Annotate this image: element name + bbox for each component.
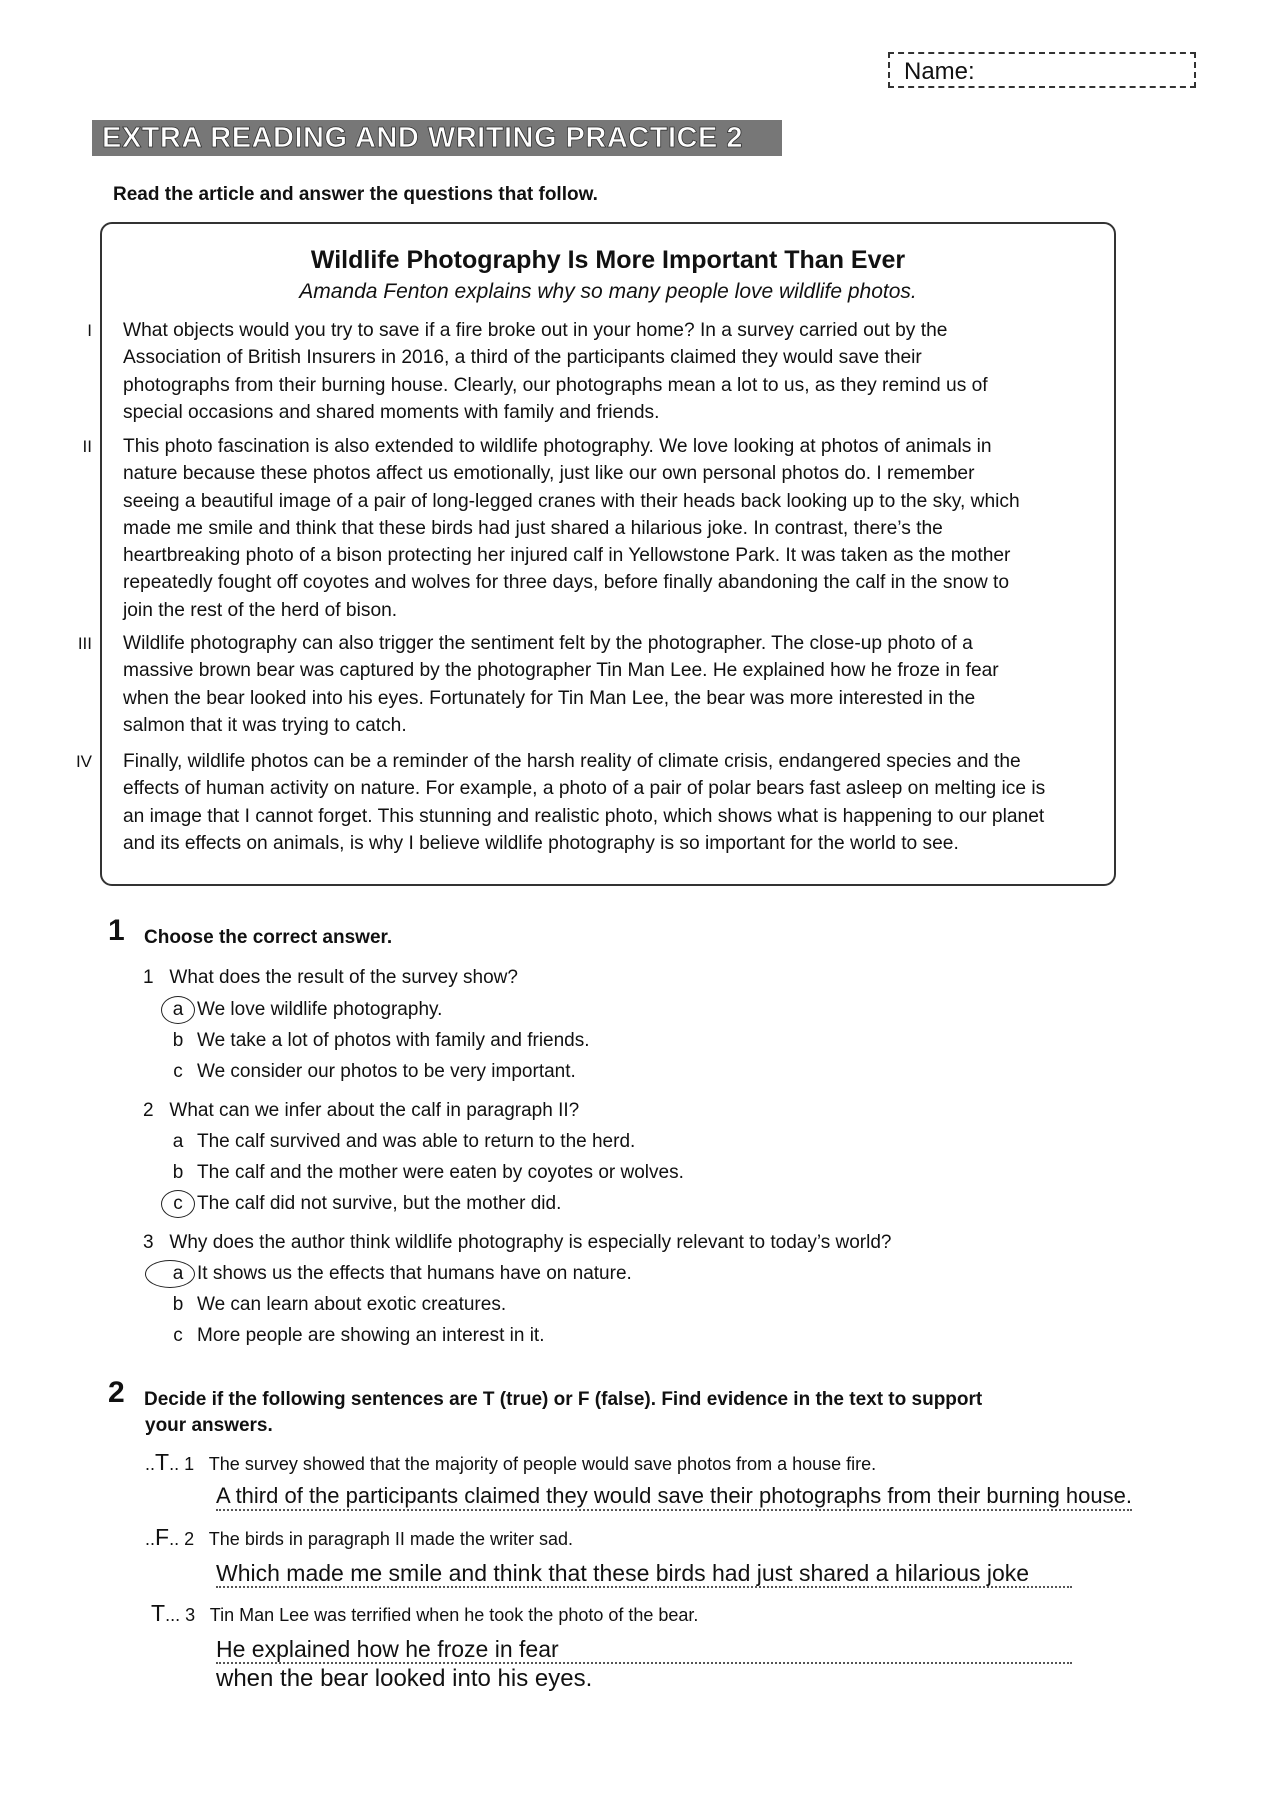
answer-option[interactable] (163, 1294, 506, 1316)
option-text: We take a lot of photos with family and friends. (197, 1030, 590, 1051)
paragraph-number: IV (75, 752, 92, 771)
option-letter: c (173, 1325, 183, 1346)
paragraph-line: seeing a beautiful image of a pair of long-legged cranes with their heads back looking up to the sky, which (123, 490, 1020, 512)
evidence-answer[interactable]: He explained how he froze in fear (216, 1636, 1072, 1664)
paragraph-line: salmon that it was trying to catch. (123, 714, 407, 736)
answer-option[interactable] (163, 1193, 561, 1215)
paragraph-line: join the rest of the herd of bison. (123, 599, 398, 621)
question (143, 967, 518, 989)
article-title: Wildlife Photography Is More Important Than Ever (310, 246, 906, 274)
paragraph-line: massive brown bear was captured by the photographer Tin Man Lee. He explained how he froze in fear (123, 660, 999, 682)
true-false-item: T... 3 Tin Man Lee was terrified when he took the photo of the bear. (151, 1600, 699, 1626)
question-number: 3 (143, 1232, 154, 1253)
answer-option[interactable] (163, 1131, 635, 1153)
paragraph-line: and its effects on animals, is why I believe wildlife photography is so important for the world to see. (123, 832, 959, 854)
item-number: 1 (184, 1454, 195, 1474)
option-letter: b (172, 1030, 184, 1051)
exercise-heading: your answers. (145, 1415, 273, 1436)
question-number: 2 (143, 1100, 154, 1121)
evidence-answer[interactable]: Which made me smile and think that these birds had just shared a hilarious joke (216, 1560, 1072, 1588)
item-statement: The survey showed that the majority of people would save photos from a house fire. (208, 1454, 877, 1474)
true-false-item: ..F.. 2 The birds in paragraph II made the writer sad. (145, 1524, 573, 1550)
question (143, 1232, 891, 1254)
option-letter-circled: a (163, 999, 193, 1021)
option-text: We can learn about exotic creatures. (197, 1294, 507, 1315)
article-paragraph (123, 317, 1098, 426)
option-text: More people are showing an interest in it. (197, 1325, 545, 1346)
option-text: We consider our photos to be very important. (197, 1061, 576, 1082)
paragraph-line: Finally, wildlife photos can be a reminder of the harsh reality of climate crisis, endangered species and the (123, 751, 1021, 772)
tf-answer[interactable]: T (155, 1449, 170, 1475)
paragraph-number: III (77, 634, 92, 653)
answer-option[interactable] (163, 1325, 544, 1347)
paragraph-line: This photo fascination is also extended to wildlife photography. We love looking at photos of animals in (123, 436, 992, 457)
worksheet-title: EXTRA READING AND WRITING PRACTICE 2 (92, 120, 782, 156)
article-subtitle: Amanda Fenton explains why so many people love wildlife photos. (299, 280, 917, 303)
option-text: The calf survived and was able to return to the herd. (197, 1131, 636, 1152)
paragraph-line: repeatedly fought off coyotes and wolves for three days, before finally abandoning the calf in the snow to (123, 572, 1010, 594)
paragraph-number: I (87, 321, 92, 340)
paragraph-line: when the bear looked into his eyes. Fortunately for Tin Man Lee, the bear was more interested in the (123, 687, 976, 709)
name-label: Name: (904, 58, 975, 85)
true-false-item: ..T.. 1 The survey showed that the majority of people would save photos from a house fire. (145, 1449, 877, 1475)
paragraph-line: Wildlife photography can also trigger the sentiment felt by the photographer. The close-up photo of a (123, 633, 973, 654)
answer-option[interactable] (163, 999, 442, 1021)
option-text: The calf and the mother were eaten by coyotes or wolves. (197, 1162, 684, 1183)
option-letter: c (173, 1061, 183, 1082)
paragraph-line: What objects would you try to save if a fire broke out in your home? In a survey carried out by the (123, 320, 948, 341)
article-paragraph (123, 630, 1098, 739)
option-letter: b (172, 1294, 184, 1315)
tf-answer[interactable]: T (151, 1600, 166, 1626)
paragraph-line: nature because these photos affect us emotionally, just like our own personal photos do. I remember (123, 463, 975, 485)
question-stem: What can we infer about the calf in paragraph II? (169, 1100, 580, 1121)
paragraph-line: an image that I cannot forget. This stunning and realistic photo, which shows what is happening to our planet (123, 805, 1045, 827)
exercise-number: 2 (108, 1376, 125, 1409)
paragraph-line: Association of British Insurers in 2016, a third of the participants claimed they would save their (123, 347, 922, 369)
paragraph-line: made me smile and think that these birds had just shared a hilarious joke. In contrast, there’s the (123, 517, 943, 539)
option-text: The calf did not survive, but the mother did. (197, 1193, 562, 1214)
item-statement: Tin Man Lee was terrified when he took the photo of the bear. (209, 1605, 699, 1625)
answer-option[interactable] (163, 1162, 684, 1184)
exercise-heading: Decide if the following sentences are T (true) or F (false). Find evidence in the text to support (144, 1389, 983, 1410)
option-letter: a (172, 1131, 184, 1152)
item-statement: The birds in paragraph II made the writer sad. (208, 1529, 573, 1549)
option-text: We love wildlife photography. (197, 999, 443, 1020)
question (143, 1100, 579, 1122)
item-number: 3 (185, 1605, 196, 1625)
question-stem: Why does the author think wildlife photography is especially relevant to today’s world? (169, 1232, 892, 1253)
paragraph-number: II (82, 437, 92, 456)
paragraph-line: heartbreaking photo of a bison protecting her injured calf in Yellowstone Park. It was taken as the mother (123, 545, 1011, 567)
answer-option[interactable] (163, 1030, 590, 1052)
option-letter: b (172, 1162, 184, 1183)
option-text: It shows us the effects that humans have on nature. (197, 1263, 632, 1284)
instruction: Read the article and answer the questions that follow. (113, 184, 598, 205)
tf-answer[interactable]: F (155, 1524, 170, 1550)
item-number: 2 (184, 1529, 195, 1549)
exercise-number: 1 (108, 914, 125, 947)
question-stem: What does the result of the survey show? (169, 967, 518, 988)
paragraph-line: special occasions and shared moments with family and friends. (123, 401, 660, 423)
name-field[interactable] (888, 52, 1196, 88)
article-paragraph (123, 433, 1098, 624)
article-paragraph (123, 748, 1098, 857)
answer-option[interactable] (163, 1061, 576, 1083)
option-letter-circled: c (163, 1193, 193, 1215)
paragraph-line: effects of human activity on nature. For example, a photo of a pair of polar bears fast asleep on melting ice is (123, 778, 1046, 800)
paragraph-line: photographs from their burning house. Clearly, our photographs mean a lot to us, as they remind us of (123, 374, 988, 396)
evidence-answer[interactable]: A third of the participants claimed they would save their photographs from their burning house. (216, 1483, 1132, 1511)
question-number: 1 (143, 967, 154, 988)
option-letter-circled: a (163, 1263, 193, 1285)
answer-option[interactable] (163, 1263, 632, 1285)
evidence-answer-continued[interactable]: when the bear looked into his eyes. (216, 1665, 593, 1692)
exercise-heading: Choose the correct answer. (144, 927, 393, 948)
